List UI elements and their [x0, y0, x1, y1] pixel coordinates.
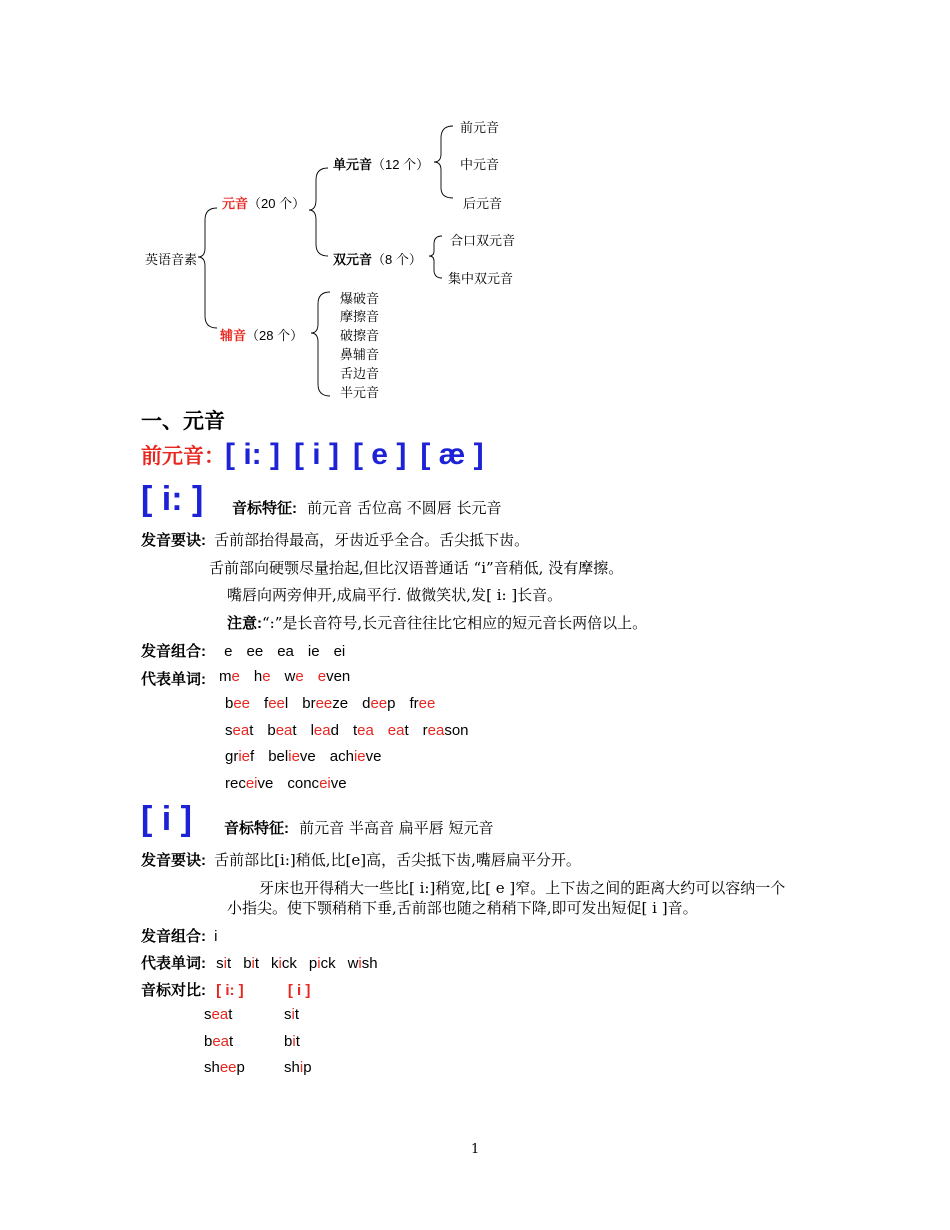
tree-vowel-count: （20 个）	[248, 196, 306, 211]
compare-word-long: sheep	[204, 1059, 245, 1076]
front-vowels-line	[141, 438, 484, 472]
i-tip-text: 舌前部比[i:]稍低,比[e]高，舌尖抵下齿,嘴唇扁平分开。	[214, 851, 581, 869]
tree-mono-back: 后元音	[463, 196, 503, 211]
tree-cons-semivowel: 半元音	[340, 385, 380, 400]
example-word: achieve	[329, 748, 382, 765]
tree-diph-count: （8 个）	[372, 252, 422, 267]
example-word: breeze	[302, 695, 349, 712]
ii-combo-label: 发音组合:	[141, 643, 206, 660]
i-compare-head-short: [ i ]	[287, 982, 311, 999]
i-feature-label: 音标特征:	[224, 820, 289, 837]
front-vowel-symbol: [ i: ]	[225, 438, 280, 471]
i-desc1: 牙床也开得稍大一些比[ i:]稍宽,比[ e ]窄。上下齿之间的距离大约可以容纳一个	[259, 879, 786, 897]
compare-row	[204, 1059, 312, 1076]
compare-word-short: bit	[284, 1033, 300, 1050]
tree-monophthong	[333, 154, 429, 173]
example-word: kick	[271, 955, 297, 972]
i-tip-label: 发音要诀:	[141, 852, 206, 869]
compare-word-long: seat	[204, 1006, 233, 1023]
tree-diphthong	[333, 249, 422, 268]
ii-features	[232, 497, 501, 518]
example-word: free	[409, 695, 436, 712]
tree-mono-front: 前元音	[460, 120, 500, 135]
tree-diph-closing: 合口双元音	[450, 233, 516, 248]
example-word: pick	[308, 955, 336, 972]
tree-mono-count: （12 个）	[372, 157, 430, 172]
ii-words-label: 代表单词:	[141, 671, 206, 688]
tree-cons-fricative: 摩擦音	[340, 309, 380, 324]
compare-word-short: sit	[284, 1006, 300, 1023]
combo-item: e	[224, 643, 233, 660]
tree-cons-nasal: 鼻辅音	[340, 347, 380, 362]
tree-diph-label: 双元音	[333, 252, 373, 267]
i-compare-label: 音标对比:	[141, 982, 206, 999]
compare-row	[204, 1006, 299, 1023]
page-number: 1	[471, 1142, 480, 1157]
ii-feature-label: 音标特征:	[232, 500, 297, 517]
example-word: me	[219, 668, 240, 685]
i-words-list	[216, 955, 389, 972]
word-row	[219, 668, 364, 685]
front-vowel-symbol: [ e ]	[352, 438, 407, 471]
ii-note	[227, 612, 647, 633]
example-word: wish	[347, 955, 378, 972]
ii-note-text: “:”是长音符号,长元音往往比它相应的短元音长两倍以上。	[262, 614, 648, 632]
example-word: deep	[362, 695, 396, 712]
tree-vowel-label: 元音	[222, 196, 249, 211]
tree-vowel	[222, 193, 305, 212]
example-word: receive	[225, 775, 274, 792]
example-word: tea	[352, 722, 374, 739]
i-combos	[141, 925, 218, 946]
word-row	[225, 722, 483, 739]
compare-row	[204, 1033, 300, 1050]
tree-consonant-count: （28 个）	[246, 328, 304, 343]
ii-tip-label: 发音要诀:	[141, 532, 206, 549]
example-word: even	[317, 668, 351, 685]
example-word: we	[284, 668, 304, 685]
ii-symbol: [ i: ]	[141, 480, 204, 518]
example-word: conceive	[287, 775, 347, 792]
i-compare-head-long: [ i: ]	[216, 982, 244, 999]
example-word: feel	[264, 695, 289, 712]
i-words	[141, 952, 390, 973]
ii-tip	[141, 529, 529, 550]
combo-item: ee	[246, 643, 264, 660]
i-combo-value: i	[214, 928, 218, 945]
i-symbol: [ i ]	[141, 800, 192, 838]
combo-item: ie	[307, 643, 320, 660]
front-vowels-label: 前元音：	[141, 445, 225, 468]
tree-consonant-label: 辅音	[220, 328, 247, 343]
front-vowel-symbol: [ i ]	[293, 438, 339, 471]
tree-cons-lateral: 舌边音	[340, 366, 380, 381]
example-word: reason	[422, 722, 469, 739]
example-word: seat	[225, 722, 254, 739]
tree-mono-label: 单元音	[333, 157, 373, 172]
example-word: eat	[387, 722, 409, 739]
section-title: 一、元音	[141, 410, 225, 433]
i-feature-text: 前元音 半高音 扁平唇 短元音	[299, 819, 494, 837]
compare-word-long: beat	[204, 1033, 234, 1050]
ii-feature-text: 前元音 舌位高 不圆唇 长元音	[307, 499, 502, 517]
word-row	[225, 695, 449, 712]
example-word: beat	[267, 722, 297, 739]
ii-combo-list	[210, 643, 345, 660]
tree-root: 英语音素	[145, 252, 198, 267]
tree-mono-central: 中元音	[460, 157, 500, 172]
i-words-label: 代表单词:	[141, 955, 206, 972]
tree-cons-affricate: 破擦音	[340, 328, 380, 343]
example-word: believe	[268, 748, 316, 765]
example-word: lead	[310, 722, 339, 739]
tree-consonant	[220, 325, 303, 344]
example-word: bit	[243, 955, 260, 972]
example-word: bee	[225, 695, 251, 712]
combo-item: ea	[277, 643, 294, 660]
word-row	[225, 775, 361, 792]
i-compare	[141, 979, 310, 1000]
compare-word-short: ship	[284, 1059, 312, 1076]
front-vowel-symbol: [ æ ]	[420, 438, 484, 471]
i-features	[224, 817, 493, 838]
ii-desc2: 嘴唇向两旁伸开,成扁平行. 做微笑状,发[ i: ]长音。	[227, 586, 563, 604]
word-row	[225, 748, 395, 765]
example-word: sit	[216, 955, 232, 972]
ii-tip-text: 舌前部抬得最高，牙齿近乎全合。舌尖抵下齿。	[214, 531, 530, 549]
tree-diph-centering: 集中双元音	[448, 271, 514, 286]
i-tip	[141, 849, 581, 870]
i-combo-label: 发音组合:	[141, 928, 206, 945]
i-desc2: 小指尖。使下颚稍稍下垂,舌前部也随之稍稍下降,即可发出短促[ i ]音。	[227, 899, 698, 917]
ii-desc1: 舌前部向硬颚尽量抬起,但比汉语普通话 “i”音稍低, 没有摩擦。	[209, 559, 624, 577]
example-word: he	[253, 668, 271, 685]
ii-note-label: 注意:	[227, 615, 262, 632]
combo-item: ei	[333, 643, 346, 660]
ii-combos	[141, 640, 345, 661]
tree-cons-plosive: 爆破音	[340, 291, 380, 306]
example-word: grief	[225, 748, 255, 765]
